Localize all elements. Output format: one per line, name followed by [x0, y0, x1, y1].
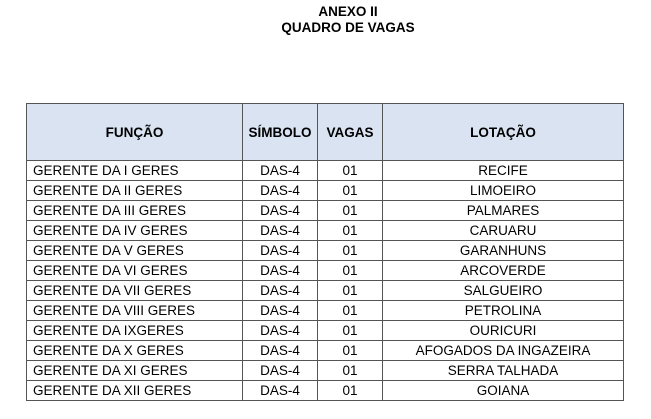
cell-lotacao: SALGUEIRO	[383, 281, 624, 301]
cell-vagas: 01	[318, 181, 383, 201]
cell-vagas: 01	[318, 261, 383, 281]
cell-simbolo: DAS-4	[243, 361, 318, 381]
cell-lotacao: ARCOVERDE	[383, 261, 624, 281]
cell-funcao: GERENTE DA II GERES	[27, 181, 243, 201]
document-header	[0, 4, 651, 36]
cell-simbolo: DAS-4	[243, 261, 318, 281]
cell-funcao: GERENTE DA VIII GERES	[27, 301, 243, 321]
cell-funcao: GERENTE DA VII GERES	[27, 281, 243, 301]
column-header-simbolo: SÍMBOLO	[243, 104, 318, 161]
cell-simbolo: DAS-4	[243, 241, 318, 261]
cell-simbolo: DAS-4	[243, 321, 318, 341]
cell-lotacao: OURICURI	[383, 321, 624, 341]
table-header	[27, 104, 624, 161]
cell-funcao: GERENTE DA IV GERES	[27, 221, 243, 241]
cell-vagas: 01	[318, 361, 383, 381]
cell-funcao: GERENTE DA IXGERES	[27, 321, 243, 341]
cell-simbolo: DAS-4	[243, 281, 318, 301]
table-row	[27, 241, 624, 261]
cell-simbolo: DAS-4	[243, 301, 318, 321]
cell-lotacao: AFOGADOS DA INGAZEIRA	[383, 341, 624, 361]
table-row	[27, 161, 624, 181]
cell-simbolo: DAS-4	[243, 161, 318, 181]
cell-lotacao: PALMARES	[383, 201, 624, 221]
cell-vagas: 01	[318, 221, 383, 241]
cell-lotacao: CARUARU	[383, 221, 624, 241]
table-row	[27, 381, 624, 401]
cell-vagas: 01	[318, 321, 383, 341]
cell-vagas: 01	[318, 161, 383, 181]
cell-vagas: 01	[318, 241, 383, 261]
cell-lotacao: RECIFE	[383, 161, 624, 181]
cell-funcao: GERENTE DA X GERES	[27, 341, 243, 361]
cell-simbolo: DAS-4	[243, 201, 318, 221]
cell-lotacao: SERRA TALHADA	[383, 361, 624, 381]
table-row	[27, 181, 624, 201]
cell-funcao: GERENTE DA XII GERES	[27, 381, 243, 401]
cell-funcao: GERENTE DA VI GERES	[27, 261, 243, 281]
cell-vagas: 01	[318, 201, 383, 221]
column-header-vagas: VAGAS	[318, 104, 383, 161]
table-row	[27, 221, 624, 241]
cell-simbolo: DAS-4	[243, 381, 318, 401]
cell-simbolo: DAS-4	[243, 341, 318, 361]
annex-subtitle: QUADRO DE VAGAS	[281, 20, 415, 35]
vacancies-table	[26, 103, 624, 401]
table-row	[27, 361, 624, 381]
cell-funcao: GERENTE DA XI GERES	[27, 361, 243, 381]
annex-title: ANEXO II	[318, 4, 378, 19]
cell-funcao: GERENTE DA I GERES	[27, 161, 243, 181]
cell-lotacao: PETROLINA	[383, 301, 624, 321]
table-row	[27, 261, 624, 281]
table-row	[27, 301, 624, 321]
table-row	[27, 321, 624, 341]
cell-simbolo: DAS-4	[243, 181, 318, 201]
cell-lotacao: GARANHUNS	[383, 241, 624, 261]
cell-lotacao: LIMOEIRO	[383, 181, 624, 201]
table-row	[27, 201, 624, 221]
cell-funcao: GERENTE DA III GERES	[27, 201, 243, 221]
table-row	[27, 341, 624, 361]
table-body	[27, 161, 624, 401]
table-row	[27, 281, 624, 301]
header-row	[27, 104, 624, 161]
column-header-funcao: FUNÇÃO	[27, 104, 243, 161]
cell-vagas: 01	[318, 281, 383, 301]
cell-funcao: GERENTE DA V GERES	[27, 241, 243, 261]
cell-vagas: 01	[318, 341, 383, 361]
column-header-lotacao: LOTAÇÃO	[383, 104, 624, 161]
cell-simbolo: DAS-4	[243, 221, 318, 241]
cell-lotacao: GOIANA	[383, 381, 624, 401]
cell-vagas: 01	[318, 301, 383, 321]
cell-vagas: 01	[318, 381, 383, 401]
